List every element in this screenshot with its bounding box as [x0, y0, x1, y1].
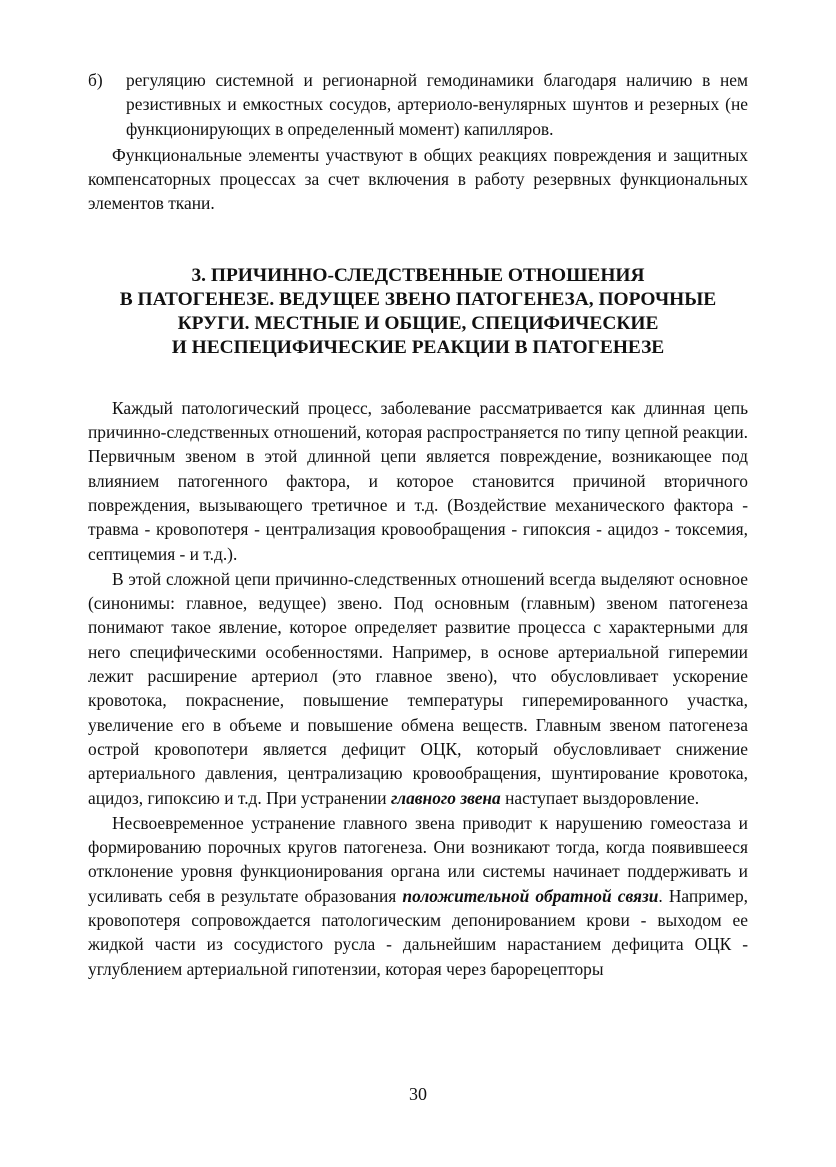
paragraph-vicious-circles-tail: . Например, кровопотеря сопровождается патологическим депонированием крови - выходом ее жидкой части из сосудистого русла - дальнейшим нарастанием дефицита ОЦК - углублением артериальной гипотензии, которая через барорецепторы [88, 885, 748, 979]
paragraph-main-link-tail: наступает выздоровление. [500, 787, 700, 808]
heading-line-2: В ПАТОГЕНЕЗЕ. ВЕДУЩЕЕ ЗВЕНО ПАТОГЕНЕЗА, ПОРОЧНЫЕ [119, 288, 717, 310]
list-item-text: регуляцию системной и регионарной гемодинамики благодаря наличию в нем резистивных и емкостных сосудов, артериоло-венулярных шунтов и резерных (не функционирующих в определенный момент) капилляров. [126, 70, 748, 139]
heading-line-4: И НЕСПЕЦИФИЧЕСКИЕ РЕАКЦИИ В ПАТОГЕНЕЗЕ [171, 336, 665, 358]
paragraph-causal-chain: Каждый патологический процесс, заболевание рассматривается как длинная цепь причинно-следственных отношений, которая распространяется по типу цепной реакции. Первичным звеном в этой длинной цепи является повреждение, возникающее под влиянием патогенного фактора, и которое становится причиной вторичного повреждения, вызывающего третичное и т.д. (Воздействие механического фактора - травма - кровопотеря - централизация кровообращения - гипоксия - ацидоз - токсемия, септицемия - и т.д.). [88, 397, 748, 564]
list-item-b [88, 68, 748, 141]
page-number: 30 [409, 1084, 427, 1104]
section-heading [88, 264, 748, 360]
list-marker: б) [88, 70, 103, 90]
page-content [88, 68, 748, 981]
paragraph-functional-elements: Функциональные элементы участвуют в общих реакциях повреждения и защитных компенсаторных процессах за счет включения в работу резервных функциональных элементов ткани. [88, 144, 748, 214]
emphasis-positive-feedback: положительной обратной связи [402, 885, 659, 906]
emphasis-main-link: главного звена [390, 787, 501, 808]
paragraph-main-link-text: В этой сложной цепи причинно-следственных отношений всегда выделяют основное (синонимы: главное, ведущее) звено. Под основным (главным) звеном патогенеза понимают такое явление, которое определяет развитие процесса с характерными для него специфическими особенностями. Например, в основе артериальной гиперемии лежит расширение артериол (это главное звено), что обусловливает ускорение кровотока, покраснение, повышение температуры гиперемированного участка, увеличение его в объеме и повышение обмена веществ. Главным звеном патогенеза острой кровопотери является дефицит ОЦК, который обусловливает снижение артериального давления, централизацию кровообращения, шунтирование кровотока, ацидоз, гипоксию и т.д. При устранении [88, 568, 748, 808]
heading-line-1: 3. ПРИЧИННО-СЛЕДСТВЕННЫЕ ОТНОШЕНИЯ [191, 264, 645, 286]
paragraph-vicious-circles-text: Несвоевременное устранение главного звена приводит к нарушению гомеостаза и формированию порочных кругов патогенеза. Они возникают тогда, когда появившееся отклонение уровня функционирования органа или системы начинает поддерживать и усиливать себя в результате образования [88, 812, 748, 906]
paragraph-vicious-circles [88, 811, 748, 981]
heading-line-3: КРУГИ. МЕСТНЫЕ И ОБЩИЕ, СПЕЦИФИЧЕСКИЕ [177, 312, 659, 334]
paragraph-main-link [88, 567, 748, 810]
